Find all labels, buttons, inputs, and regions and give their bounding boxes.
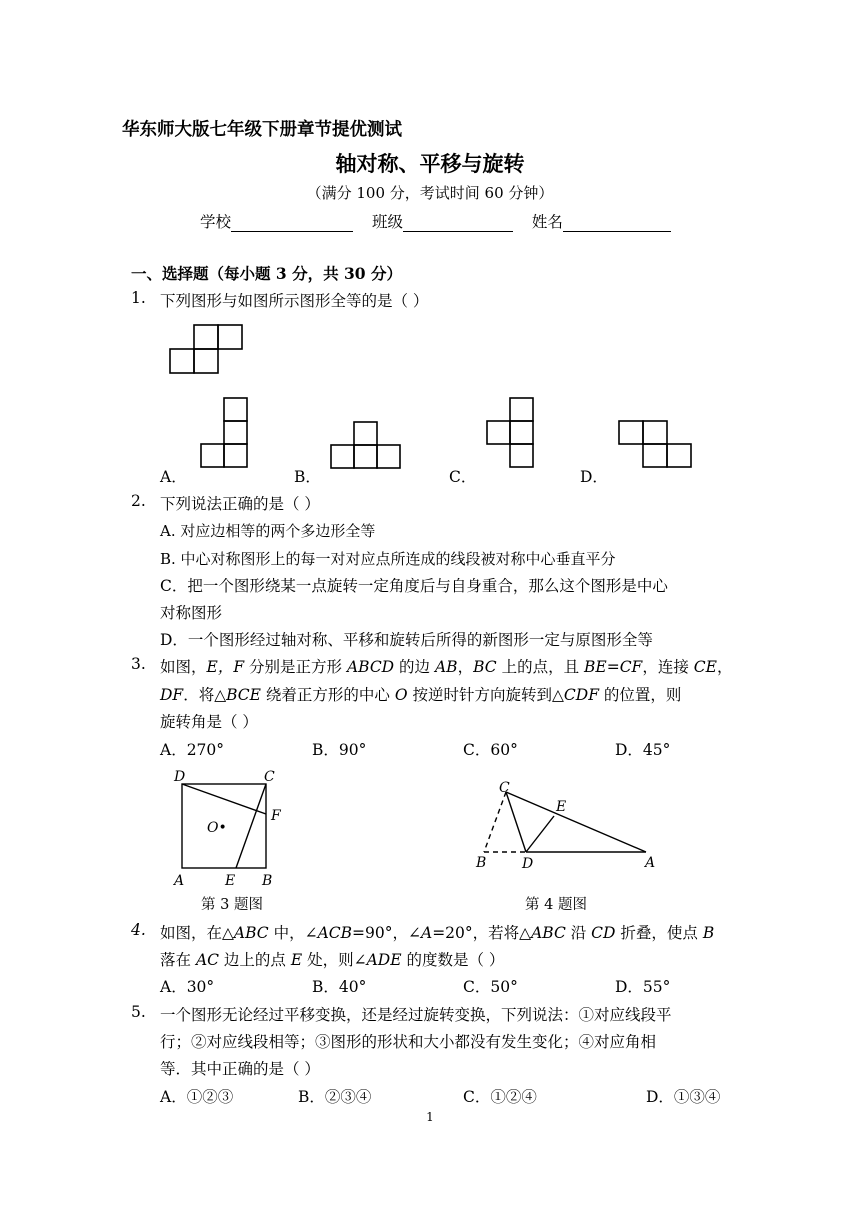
q5-option-d[interactable]: D．①③④ — [646, 1088, 721, 1106]
q3-stem-line2: DF．将△BCE 绕着正方形的中心 O 按逆时针方向旋转到△CDF 的位置，则 — [160, 686, 682, 704]
school-blank[interactable] — [231, 215, 353, 232]
label-d: D — [174, 769, 186, 785]
q1-option-a-figure — [198, 396, 250, 470]
q4-number: 4. — [131, 921, 146, 939]
q1-option-d[interactable]: D． — [580, 468, 608, 486]
q3-stem-line3: 旋转角是（ ） — [160, 713, 258, 731]
class-blank[interactable] — [403, 215, 513, 232]
q5-stem-line2: 行；②对应线段相等；③图形的形状和大小都没有发生变化；④对应角相 — [160, 1033, 657, 1051]
q3-number: 3. — [131, 655, 146, 673]
segment-de — [526, 816, 554, 852]
label-c: C — [264, 769, 275, 785]
q2-number: 2. — [131, 492, 146, 510]
label-b: B — [476, 855, 487, 871]
class-label: 班级 — [371, 213, 403, 231]
label-d: D — [522, 856, 534, 872]
q1-option-c[interactable]: C． — [449, 468, 477, 486]
series-title: 华东师大版七年级下册章节提优测试 — [122, 120, 402, 140]
q3-figure — [170, 764, 290, 888]
q4-option-b[interactable]: B．40° — [312, 978, 367, 996]
q4-option-d[interactable]: D．55° — [615, 978, 671, 996]
q4-stem-line2: 落在 AC 边上的点 E 处，则∠ADE 的度数是（ ） — [160, 951, 505, 969]
section-heading: 一、选择题（每小题 3 分，共 30 分） — [131, 264, 402, 283]
q2-option-b[interactable]: B. 中心对称图形上的每一对对应点所连成的线段被对称中心垂直平分 — [160, 550, 616, 568]
q5-option-b[interactable]: B．②③④ — [298, 1088, 372, 1106]
q5-stem-line1: 一个图形无论经过平移变换，还是经过旋转变换，下列说法：①对应线段平 — [160, 1006, 672, 1024]
name-blank[interactable] — [563, 215, 671, 232]
q3-figure-caption: 第 3 题图 — [201, 897, 263, 913]
segment-ce — [236, 784, 266, 868]
q2-option-c-line1[interactable]: C．把一个图形绕某一点旋转一定角度后与自身重合，那么这个图形是中心 — [160, 577, 668, 595]
q4-stem-line1: 如图，在△ABC 中，∠ACB=90°，∠A=20°，若将△ABC 沿 CD 折叠，使点 B — [160, 924, 715, 942]
label-e: E — [556, 799, 567, 815]
q3-option-b[interactable]: B．90° — [312, 741, 367, 759]
segment-cd — [506, 792, 526, 852]
page-number: 1 — [426, 1110, 434, 1124]
name-label: 姓名 — [531, 213, 563, 231]
label-o: O• — [207, 820, 227, 836]
exam-info: （满分 100 分，考试时间 60 分钟） — [306, 184, 554, 202]
label-a: A — [645, 855, 656, 871]
q4-option-a[interactable]: A．30° — [160, 978, 215, 996]
q5-number: 5. — [131, 1003, 146, 1021]
q2-option-d[interactable]: D．一个图形经过轴对称、平移和旋转后所得的新图形一定与原图形全等 — [160, 631, 653, 649]
q3-option-d[interactable]: D．45° — [615, 741, 671, 759]
q4-figure-caption: 第 4 题图 — [525, 897, 587, 913]
q5-option-c[interactable]: C．①②④ — [463, 1088, 537, 1106]
q4-option-c[interactable]: C．50° — [463, 978, 518, 996]
label-f: F — [271, 808, 281, 824]
label-a: A — [174, 873, 185, 888]
label-c: C — [499, 780, 510, 796]
q2-stem: 下列说法正确的是（ ） — [160, 495, 320, 513]
q1-number: 1. — [131, 289, 146, 307]
q1-option-a[interactable]: A． — [160, 468, 187, 486]
school-label: 学校 — [200, 213, 232, 231]
q5-stem-line3: 等．其中正确的是（ ） — [160, 1060, 320, 1078]
q3-option-a[interactable]: A．270° — [160, 741, 225, 759]
q1-option-c-figure — [484, 396, 538, 470]
segment-ca — [506, 792, 646, 852]
q3-stem-line1: 如图，E，F 分别是正方形 ABCD 的边 AB，BC 上的点，且 BE=CF，连接 CE， — [160, 658, 733, 676]
student-info-fields — [200, 210, 671, 232]
page-title: 轴对称、平移与旋转 — [335, 151, 525, 176]
segment-cb-dashed — [484, 792, 506, 852]
q1-option-d-figure — [617, 419, 693, 471]
label-e: E — [225, 873, 236, 888]
q5-option-a[interactable]: A．①②③ — [160, 1088, 234, 1106]
q1-stem: 下列图形与如图所示图形全等的是（ ） — [160, 292, 429, 310]
q3-option-c[interactable]: C．60° — [463, 741, 518, 759]
q1-reference-figure — [168, 323, 246, 375]
label-b: B — [262, 873, 273, 888]
q1-option-b-figure — [329, 420, 405, 472]
q2-option-a[interactable]: A. 对应边相等的两个多边形全等 — [160, 522, 376, 540]
q4-figure — [470, 780, 660, 872]
q2-option-c-line2[interactable]: 对称图形 — [160, 604, 223, 622]
q1-option-b[interactable]: B． — [294, 468, 321, 486]
segment-df — [182, 784, 266, 814]
